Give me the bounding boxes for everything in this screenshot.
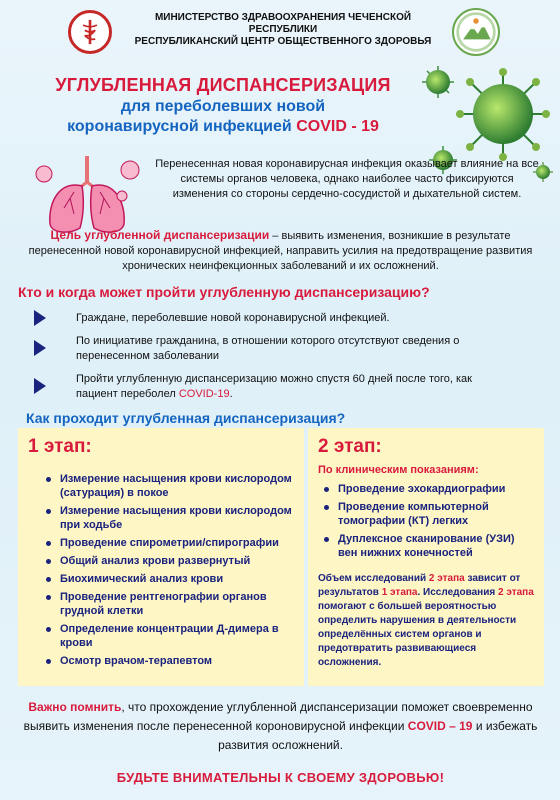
stage-1-panel [18,428,304,686]
ministry-line-1: МИНИСТЕРСТВО ЗДРАВООХРАНЕНИЯ ЧЕЧЕНСКОЙ [154,12,412,23]
lungs-icon [30,152,145,237]
stage-2-panel [308,428,544,686]
ministry-header [118,12,448,48]
note-text: зависит от результатов [318,573,521,598]
stage-1-item: Измерение насыщения крови кислородом (сатурация) в покое [42,472,298,500]
how-heading: Как проходит углубленная диспансеризация? [26,410,346,426]
intro-paragraph: Перенесенная новая коронавирусная инфекция оказывает влияние на все системы органов человека, однако наиболее часто фиксируются изменения со стороны сердечно-сосудистой и дыхательной систем. [155,158,539,200]
medical-emblem-icon [71,13,109,51]
note-text: Объем исследований [318,573,429,584]
stage-1-item: Биохимический анализ крови [42,572,298,586]
ministry-line-2: РЕСПУБЛИКИ [248,24,318,35]
remember-text-1: , что прохождение углубленной диспансеризации поможет своевременно выявить изменения после перенесенной короновирусной инфекции [23,700,533,733]
goal-text: – выявить изменения, возникшие в результате перенесенной новой коронавирусной инфекцией, направить усилия на предотвращение развития хронических неинфекционных заболеваний и их осложнений. [28,230,533,272]
remember-lead: Важно помнить [28,700,122,714]
covid-highlight: COVID - 19 [296,118,379,135]
mountains-emblem-icon [454,10,498,54]
who-item-1: Граждане, переболевшие новой коронавирусной инфекцией. [76,312,390,324]
remember-text-2: и избежать развития осложнений. [218,719,538,752]
who-item-2: По инициативе гражданина, в отношении которого отсутствуют сведения о перенесенном заболевании [76,335,460,362]
subtitle-line-2 [28,118,418,136]
subtitle-line-1: для переболевших новой [120,98,326,115]
note-highlight: 2 этапа [497,587,534,598]
stage-2-item: Проведение компьютерной томографии (КТ) легких [320,500,536,528]
who-item-3 [76,372,516,402]
note-highlight: 1 этапа [381,587,418,598]
stage-1-item: Определение концентрации Д-димера в крови [42,622,298,650]
stage-1-item: Проведение рентгенографии органов грудной клетки [42,590,298,618]
arrow-bullet-icon [34,378,46,394]
slogan: БУДЬТЕ ВНИМАТЕЛЬНЫ К СВОЕМУ ЗДОРОВЬЮ! [116,770,445,785]
arrow-bullet-icon [34,310,46,326]
main-title: УГЛУБЛЕННАЯ ДИСПАНСЕРИЗАЦИЯ [55,75,391,95]
stage-1-item: Проведение спирометрии/спирографии [42,536,298,550]
who-item-3-highlight: COVID-19 [178,388,230,400]
stage-2-list [320,482,536,564]
note-text: . Исследования [417,587,498,598]
stage-2-item: Проведение эхокардиографии [320,482,536,496]
stage-2-item: Дуплексное сканирование (УЗИ) вен нижних конечностей [320,532,536,560]
center-name: РЕСПУБЛИКАНСКИЙ ЦЕНТР ОБЩЕСТВЕННОГО ЗДОРОВЬЯ [134,36,432,47]
note-text: помогают с большей вероятностью определить нарушения в деятельности определённых систем органов и предотвратить развивающиеся осложнения. [318,601,517,668]
who-item-3-end: . [229,388,233,400]
stage-1-list [42,472,298,672]
arrow-bullet-icon [34,340,46,356]
stage-1-item: Общий анализ крови развернутый [42,554,298,568]
who-item-3-text: Пройти углубленную диспансеризацию можно спустя 60 дней после того, как пациент переболел [76,373,472,400]
stage-1-item: Измерение насыщения крови кислородом при ходьбе [42,504,298,532]
stage-2-title: 2 этап: [318,436,382,457]
ministry-logo [68,10,112,54]
stage-2-subtitle: По клиническим показаниям: [318,464,479,476]
goal-lead: Цель углубленной диспансеризации [50,228,270,242]
stage-2-note [318,572,538,670]
stage-1-title: 1 этап: [28,436,92,457]
region-logo [452,8,500,56]
who-heading: Кто и когда может пройти углубленную диспансеризацию? [18,284,430,300]
stage-1-item: Осмотр врачом-терапевтом [42,654,298,668]
remember-highlight: COVID – 19 [407,719,473,733]
remember-paragraph [18,698,543,755]
goal-paragraph [18,228,543,274]
note-highlight: 2 этапа [428,573,465,584]
subtitle-text: коронавирусной инфекцией [67,118,292,135]
